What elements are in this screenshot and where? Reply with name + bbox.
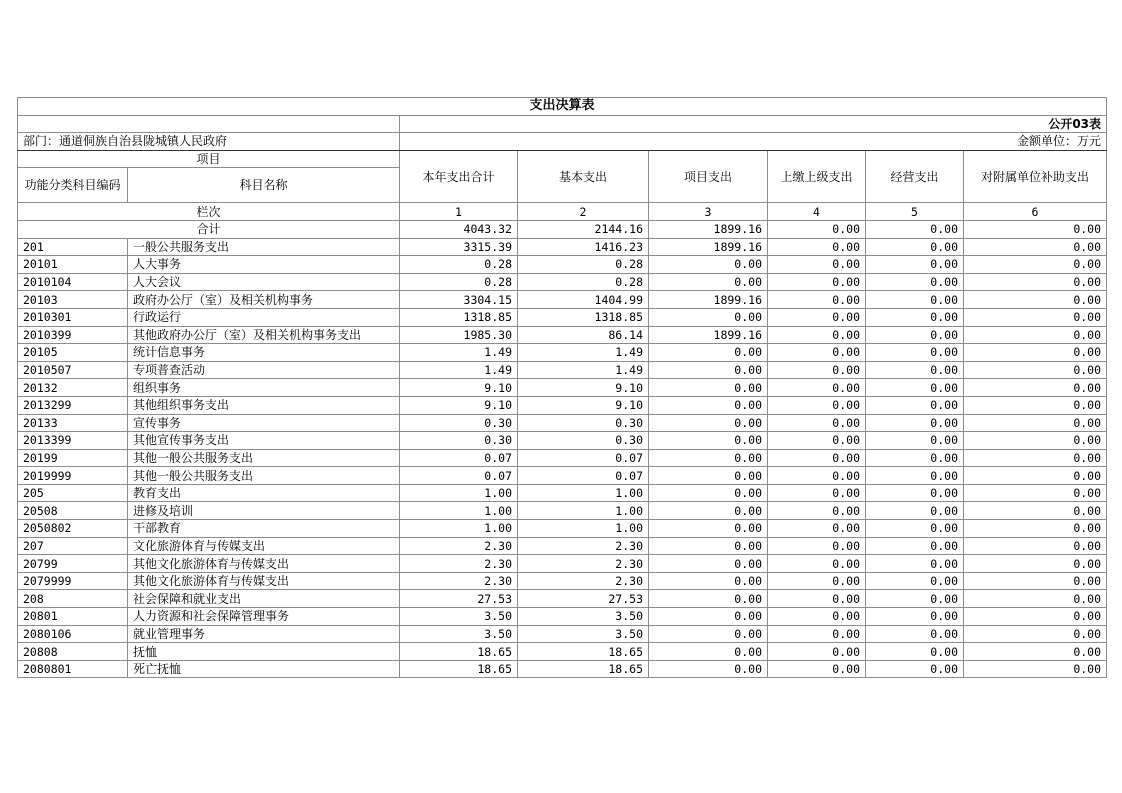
amount-cell: 0.00 bbox=[768, 467, 866, 485]
amount-cell: 0.00 bbox=[964, 308, 1107, 326]
amount-cell: 0.00 bbox=[649, 273, 768, 291]
amount-cell: 0.00 bbox=[964, 625, 1107, 643]
amount-cell: 0.00 bbox=[768, 238, 866, 256]
amount-cell: 0.00 bbox=[866, 625, 964, 643]
total-value: 1899.16 bbox=[649, 220, 768, 238]
amount-cell: 0.00 bbox=[964, 467, 1107, 485]
subject-name: 就业管理事务 bbox=[128, 625, 400, 643]
subject-code: 20133 bbox=[18, 414, 128, 432]
amount-cell: 0.00 bbox=[866, 484, 964, 502]
amount-cell: 1.00 bbox=[518, 502, 649, 520]
subject-name: 其他一般公共服务支出 bbox=[128, 449, 400, 467]
total-label: 合计 bbox=[18, 220, 400, 238]
header-total: 本年支出合计 bbox=[400, 150, 518, 203]
table-title: 支出决算表 bbox=[18, 98, 1107, 116]
subject-code: 20808 bbox=[18, 643, 128, 661]
amount-cell: 0.00 bbox=[649, 361, 768, 379]
amount-cell: 2.30 bbox=[518, 537, 649, 555]
total-value: 0.00 bbox=[964, 220, 1107, 238]
header-subsidiary: 对附属单位补助支出 bbox=[964, 150, 1107, 203]
subject-name: 进修及培训 bbox=[128, 502, 400, 520]
amount-cell: 0.00 bbox=[768, 555, 866, 573]
table-row bbox=[18, 396, 1107, 414]
table-row bbox=[18, 608, 1107, 626]
subject-name: 行政运行 bbox=[128, 308, 400, 326]
amount-cell: 0.00 bbox=[964, 238, 1107, 256]
column-number: 3 bbox=[649, 203, 768, 221]
table-row bbox=[18, 555, 1107, 573]
table-row bbox=[18, 326, 1107, 344]
amount-cell: 0.00 bbox=[649, 625, 768, 643]
amount-cell: 0.00 bbox=[964, 379, 1107, 397]
column-number: 6 bbox=[964, 203, 1107, 221]
amount-cell: 0.00 bbox=[866, 361, 964, 379]
table-row bbox=[18, 308, 1107, 326]
subject-code: 2013399 bbox=[18, 432, 128, 450]
amount-cell: 0.28 bbox=[518, 256, 649, 274]
amount-cell: 0.00 bbox=[768, 379, 866, 397]
amount-cell: 9.10 bbox=[518, 396, 649, 414]
amount-cell: 2.30 bbox=[518, 572, 649, 590]
table-row bbox=[18, 537, 1107, 555]
table-row bbox=[18, 502, 1107, 520]
amount-cell: 0.00 bbox=[866, 449, 964, 467]
amount-cell: 0.00 bbox=[768, 432, 866, 450]
table-row bbox=[18, 520, 1107, 538]
subject-name: 宣传事务 bbox=[128, 414, 400, 432]
amount-cell: 0.00 bbox=[866, 291, 964, 309]
amount-cell: 0.00 bbox=[649, 590, 768, 608]
amount-cell: 0.00 bbox=[964, 520, 1107, 538]
amount-cell: 27.53 bbox=[400, 590, 518, 608]
amount-cell: 1318.85 bbox=[400, 308, 518, 326]
amount-cell: 3.50 bbox=[518, 608, 649, 626]
amount-cell: 0.00 bbox=[768, 308, 866, 326]
subject-name: 人大事务 bbox=[128, 256, 400, 274]
title-row bbox=[18, 98, 1107, 116]
amount-cell: 1.49 bbox=[400, 344, 518, 362]
amount-cell: 2.30 bbox=[400, 555, 518, 573]
amount-cell: 3.50 bbox=[400, 625, 518, 643]
table-row bbox=[18, 484, 1107, 502]
total-value: 0.00 bbox=[768, 220, 866, 238]
subject-code: 208 bbox=[18, 590, 128, 608]
table-row bbox=[18, 590, 1107, 608]
amount-cell: 0.00 bbox=[866, 396, 964, 414]
amount-cell: 18.65 bbox=[518, 660, 649, 678]
header-project: 项目支出 bbox=[649, 150, 768, 203]
subject-code: 2010104 bbox=[18, 273, 128, 291]
subject-name: 死亡抚恤 bbox=[128, 660, 400, 678]
amount-cell: 86.14 bbox=[518, 326, 649, 344]
subject-name: 专项普查活动 bbox=[128, 361, 400, 379]
expenditure-final-accounts-table bbox=[17, 97, 1107, 678]
amount-cell: 1.00 bbox=[400, 484, 518, 502]
subject-name: 其他一般公共服务支出 bbox=[128, 467, 400, 485]
amount-cell: 0.00 bbox=[866, 520, 964, 538]
amount-cell: 1.00 bbox=[518, 484, 649, 502]
subject-name: 干部教育 bbox=[128, 520, 400, 538]
amount-cell: 0.07 bbox=[400, 467, 518, 485]
header-item: 项目 bbox=[18, 150, 400, 168]
amount-cell: 0.00 bbox=[649, 502, 768, 520]
amount-cell: 0.00 bbox=[649, 467, 768, 485]
total-value: 4043.32 bbox=[400, 220, 518, 238]
amount-cell: 0.00 bbox=[768, 608, 866, 626]
amount-cell: 0.00 bbox=[964, 414, 1107, 432]
total-value: 0.00 bbox=[866, 220, 964, 238]
amount-cell: 0.00 bbox=[649, 608, 768, 626]
amount-cell: 0.00 bbox=[866, 643, 964, 661]
amount-cell: 0.00 bbox=[649, 396, 768, 414]
amount-cell: 0.00 bbox=[866, 590, 964, 608]
table-row bbox=[18, 467, 1107, 485]
table-row bbox=[18, 256, 1107, 274]
subject-code: 205 bbox=[18, 484, 128, 502]
amount-cell: 1899.16 bbox=[649, 291, 768, 309]
amount-cell: 0.00 bbox=[649, 537, 768, 555]
subject-name: 其他文化旅游体育与传媒支出 bbox=[128, 572, 400, 590]
amount-cell: 0.00 bbox=[649, 643, 768, 661]
amount-cell: 0.30 bbox=[400, 432, 518, 450]
amount-cell: 0.00 bbox=[964, 291, 1107, 309]
amount-cell: 0.00 bbox=[768, 643, 866, 661]
subject-code: 20101 bbox=[18, 256, 128, 274]
amount-cell: 0.00 bbox=[768, 396, 866, 414]
header-row-1 bbox=[18, 150, 1107, 168]
amount-cell: 0.00 bbox=[866, 308, 964, 326]
amount-cell: 0.30 bbox=[518, 414, 649, 432]
table-row bbox=[18, 625, 1107, 643]
amount-cell: 0.28 bbox=[518, 273, 649, 291]
table-row bbox=[18, 273, 1107, 291]
subject-code: 2080106 bbox=[18, 625, 128, 643]
subject-code: 20105 bbox=[18, 344, 128, 362]
subject-name: 统计信息事务 bbox=[128, 344, 400, 362]
amount-cell: 18.65 bbox=[400, 660, 518, 678]
subject-code: 20199 bbox=[18, 449, 128, 467]
subject-code: 2050802 bbox=[18, 520, 128, 538]
amount-cell: 0.00 bbox=[649, 520, 768, 538]
amount-cell: 3.50 bbox=[400, 608, 518, 626]
department-label: 部门：通道侗族自治县陇城镇人民政府 bbox=[18, 133, 400, 151]
table-row bbox=[18, 344, 1107, 362]
amount-cell: 0.00 bbox=[768, 484, 866, 502]
subject-code: 2010507 bbox=[18, 361, 128, 379]
amount-cell: 0.00 bbox=[649, 308, 768, 326]
subject-code: 2010301 bbox=[18, 308, 128, 326]
table-code: 公开03表 bbox=[400, 115, 1107, 133]
amount-cell: 2.30 bbox=[518, 555, 649, 573]
amount-cell: 0.00 bbox=[768, 414, 866, 432]
subject-code: 2010399 bbox=[18, 326, 128, 344]
table-row bbox=[18, 238, 1107, 256]
subject-name: 文化旅游体育与传媒支出 bbox=[128, 537, 400, 555]
amount-cell: 1318.85 bbox=[518, 308, 649, 326]
subject-name: 其他宣传事务支出 bbox=[128, 432, 400, 450]
column-number: 5 bbox=[866, 203, 964, 221]
amount-cell: 3.50 bbox=[518, 625, 649, 643]
amount-cell: 0.00 bbox=[866, 326, 964, 344]
amount-cell: 0.00 bbox=[768, 537, 866, 555]
amount-cell: 0.00 bbox=[866, 344, 964, 362]
department-row bbox=[18, 133, 1107, 151]
amount-cell: 0.00 bbox=[649, 555, 768, 573]
subject-code: 20799 bbox=[18, 555, 128, 573]
amount-cell: 0.00 bbox=[964, 660, 1107, 678]
amount-cell: 0.00 bbox=[964, 361, 1107, 379]
subject-name: 教育支出 bbox=[128, 484, 400, 502]
amount-cell: 1.00 bbox=[400, 520, 518, 538]
amount-cell: 0.00 bbox=[649, 256, 768, 274]
amount-cell: 0.00 bbox=[964, 344, 1107, 362]
table-row bbox=[18, 361, 1107, 379]
amount-cell: 3315.39 bbox=[400, 238, 518, 256]
subject-code: 20508 bbox=[18, 502, 128, 520]
unit-label: 金额单位：万元 bbox=[400, 133, 1107, 151]
table-row bbox=[18, 432, 1107, 450]
subject-name: 抚恤 bbox=[128, 643, 400, 661]
amount-cell: 0.00 bbox=[866, 608, 964, 626]
amount-cell: 0.00 bbox=[768, 361, 866, 379]
amount-cell: 2.30 bbox=[400, 537, 518, 555]
table-row bbox=[18, 643, 1107, 661]
amount-cell: 0.00 bbox=[768, 502, 866, 520]
subject-name: 其他组织事务支出 bbox=[128, 396, 400, 414]
header-subject-name: 科目名称 bbox=[128, 168, 400, 203]
amount-cell: 1.00 bbox=[518, 520, 649, 538]
amount-cell: 0.00 bbox=[964, 537, 1107, 555]
header-func-code: 功能分类科目编码 bbox=[18, 168, 128, 203]
amount-cell: 9.10 bbox=[400, 379, 518, 397]
column-number: 1 bbox=[400, 203, 518, 221]
amount-cell: 9.10 bbox=[518, 379, 649, 397]
subject-name: 其他政府办公厅（室）及相关机构事务支出 bbox=[128, 326, 400, 344]
amount-cell: 0.00 bbox=[964, 273, 1107, 291]
amount-cell: 0.00 bbox=[964, 449, 1107, 467]
amount-cell: 0.07 bbox=[518, 467, 649, 485]
amount-cell: 0.00 bbox=[768, 572, 866, 590]
amount-cell: 0.00 bbox=[768, 326, 866, 344]
amount-cell: 0.30 bbox=[400, 414, 518, 432]
subject-code: 2013299 bbox=[18, 396, 128, 414]
subject-name: 一般公共服务支出 bbox=[128, 238, 400, 256]
amount-cell: 0.00 bbox=[649, 484, 768, 502]
subject-code: 207 bbox=[18, 537, 128, 555]
subject-code: 20132 bbox=[18, 379, 128, 397]
amount-cell: 2.30 bbox=[400, 572, 518, 590]
amount-cell: 1404.99 bbox=[518, 291, 649, 309]
amount-cell: 0.00 bbox=[964, 608, 1107, 626]
amount-cell: 0.00 bbox=[866, 537, 964, 555]
amount-cell: 0.00 bbox=[768, 660, 866, 678]
amount-cell: 3304.15 bbox=[400, 291, 518, 309]
amount-cell: 0.00 bbox=[964, 396, 1107, 414]
header-basic: 基本支出 bbox=[518, 150, 649, 203]
amount-cell: 0.00 bbox=[866, 572, 964, 590]
amount-cell: 0.00 bbox=[768, 590, 866, 608]
amount-cell: 0.00 bbox=[964, 256, 1107, 274]
table-row bbox=[18, 379, 1107, 397]
amount-cell: 1.00 bbox=[400, 502, 518, 520]
amount-cell: 1899.16 bbox=[649, 326, 768, 344]
amount-cell: 18.65 bbox=[518, 643, 649, 661]
amount-cell: 0.28 bbox=[400, 273, 518, 291]
amount-cell: 0.00 bbox=[964, 484, 1107, 502]
amount-cell: 0.00 bbox=[768, 273, 866, 291]
amount-cell: 27.53 bbox=[518, 590, 649, 608]
amount-cell: 1.49 bbox=[518, 361, 649, 379]
amount-cell: 1985.30 bbox=[400, 326, 518, 344]
amount-cell: 0.00 bbox=[649, 414, 768, 432]
amount-cell: 0.00 bbox=[964, 326, 1107, 344]
amount-cell: 0.00 bbox=[964, 432, 1107, 450]
amount-cell: 18.65 bbox=[400, 643, 518, 661]
amount-cell: 9.10 bbox=[400, 396, 518, 414]
table-row bbox=[18, 291, 1107, 309]
amount-cell: 0.00 bbox=[866, 238, 964, 256]
header-business: 经营支出 bbox=[866, 150, 964, 203]
amount-cell: 0.00 bbox=[964, 572, 1107, 590]
amount-cell: 0.00 bbox=[649, 379, 768, 397]
subject-name: 人大会议 bbox=[128, 273, 400, 291]
code-row bbox=[18, 115, 1107, 133]
amount-cell: 1416.23 bbox=[518, 238, 649, 256]
amount-cell: 0.00 bbox=[964, 502, 1107, 520]
amount-cell: 0.00 bbox=[866, 660, 964, 678]
amount-cell: 0.00 bbox=[866, 432, 964, 450]
amount-cell: 0.00 bbox=[768, 344, 866, 362]
column-number: 4 bbox=[768, 203, 866, 221]
column-number: 2 bbox=[518, 203, 649, 221]
subject-code: 201 bbox=[18, 238, 128, 256]
amount-cell: 0.00 bbox=[964, 555, 1107, 573]
table-row bbox=[18, 414, 1107, 432]
amount-cell: 0.07 bbox=[518, 449, 649, 467]
amount-cell: 0.00 bbox=[866, 555, 964, 573]
amount-cell: 1.49 bbox=[518, 344, 649, 362]
subject-name: 政府办公厅（室）及相关机构事务 bbox=[128, 291, 400, 309]
subject-code: 2019999 bbox=[18, 467, 128, 485]
table-row bbox=[18, 449, 1107, 467]
amount-cell: 1899.16 bbox=[649, 238, 768, 256]
header-upper: 上缴上级支出 bbox=[768, 150, 866, 203]
amount-cell: 0.00 bbox=[866, 379, 964, 397]
subject-name: 组织事务 bbox=[128, 379, 400, 397]
amount-cell: 0.30 bbox=[518, 432, 649, 450]
table-row bbox=[18, 660, 1107, 678]
amount-cell: 0.00 bbox=[866, 502, 964, 520]
amount-cell: 0.00 bbox=[768, 449, 866, 467]
amount-cell: 0.00 bbox=[866, 414, 964, 432]
amount-cell: 0.00 bbox=[866, 467, 964, 485]
amount-cell: 0.07 bbox=[400, 449, 518, 467]
amount-cell: 0.00 bbox=[866, 256, 964, 274]
amount-cell: 0.00 bbox=[768, 291, 866, 309]
subject-name: 人力资源和社会保障管理事务 bbox=[128, 608, 400, 626]
total-value: 2144.16 bbox=[518, 220, 649, 238]
amount-cell: 0.00 bbox=[649, 344, 768, 362]
column-index-row bbox=[18, 203, 1107, 221]
amount-cell: 0.00 bbox=[964, 590, 1107, 608]
amount-cell: 0.00 bbox=[649, 660, 768, 678]
amount-cell: 0.00 bbox=[649, 572, 768, 590]
amount-cell: 0.00 bbox=[866, 273, 964, 291]
subject-code: 20801 bbox=[18, 608, 128, 626]
subject-code: 20103 bbox=[18, 291, 128, 309]
amount-cell: 0.28 bbox=[400, 256, 518, 274]
amount-cell: 0.00 bbox=[768, 625, 866, 643]
table-row bbox=[18, 572, 1107, 590]
amount-cell: 1.49 bbox=[400, 361, 518, 379]
subject-code: 2080801 bbox=[18, 660, 128, 678]
amount-cell: 0.00 bbox=[768, 256, 866, 274]
column-index-label: 栏次 bbox=[18, 203, 400, 221]
total-row bbox=[18, 220, 1107, 238]
amount-cell: 0.00 bbox=[964, 643, 1107, 661]
subject-name: 其他文化旅游体育与传媒支出 bbox=[128, 555, 400, 573]
subject-code: 2079999 bbox=[18, 572, 128, 590]
amount-cell: 0.00 bbox=[649, 449, 768, 467]
amount-cell: 0.00 bbox=[649, 432, 768, 450]
subject-name: 社会保障和就业支出 bbox=[128, 590, 400, 608]
amount-cell: 0.00 bbox=[768, 520, 866, 538]
